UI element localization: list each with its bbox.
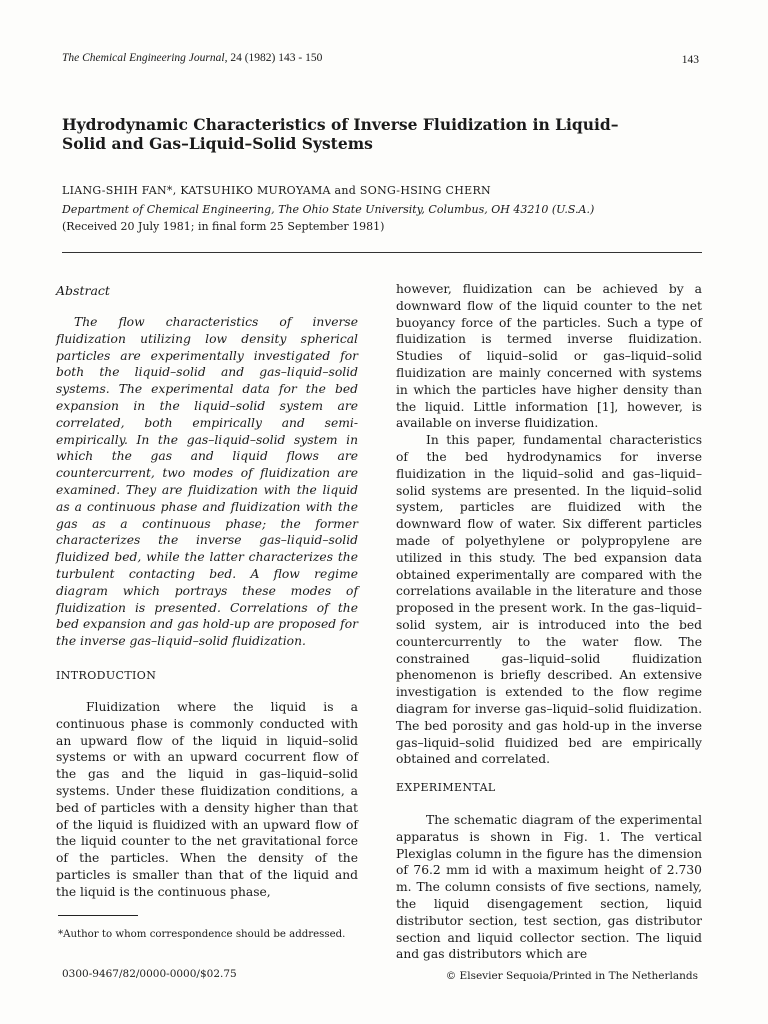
experimental-body [396, 812, 702, 963]
introduction-heading: INTRODUCTION [56, 669, 157, 682]
right-column-body [396, 281, 702, 768]
right-paragraph-1: however, fluidization can be achieved by a downward flow of the liquid counter to the net buoyancy force of the particles. Such a type of fluidization is termed inverse fluidization. Studies of liquid–solid or gas–liquid–solid fluidization are mainly concerned with systems in which the particles have higher density than the liquid. Little information [1], however, is available on inverse fluidization. [396, 282, 702, 431]
article-title: Hydrodynamic Characteristics of Inverse Fluidization in Liquid–Solid and Gas–Liquid–Solid Systems [62, 115, 619, 153]
journal-volume: 24 (1982) 143 - 150 [230, 52, 323, 64]
abstract-text: The flow characteristics of inverse fluidization utilizing low density spherical particles are experimentally investigated for both the liquid–solid and gas–liquid–solid systems. The experimental data for the bed expansion in the liquid–solid system are correlated, both empirically and semi-empirically. In the gas–liquid–solid system in which the gas and liquid flows are countercurrent, two modes of fluidization are examined. They are fluidization with the liquid as a continuous phase and fluidization with the gas as a continuous phase; the former characterizes the inverse gas–liquid–solid fluidized bed, while the latter characterizes the turbulent contacting bed. A flow regime diagram which portrays these modes of fluidization is presented. Correlations of the bed expansion and gas hold-up are proposed for the inverse gas–liquid–solid fluidization. [56, 315, 358, 649]
abstract-heading: Abstract [56, 283, 110, 298]
header-divider [62, 252, 702, 253]
issn-price: 0300-9467/82/0000-0000/$02.75 [62, 968, 237, 980]
experimental-heading: EXPERIMENTAL [396, 781, 496, 794]
page-number: 143 [681, 54, 699, 66]
affiliation: Department of Chemical Engineering, The Ohio State University, Columbus, OH 43210 (U.S.A.) [62, 203, 595, 216]
received-dates: (Received 20 July 1981; in final form 25 September 1981) [62, 220, 385, 233]
introduction-text: Fluidization where the liquid is a continuous phase is commonly conducted with an upward flow of the liquid in liquid–solid systems or with an upward cocurrent flow of the gas and the liquid in gas–liquid–solid systems. Under these fluidization conditions, a bed of particles with a density higher than that of the liquid is fluidized with an upward flow of the liquid counter to the net gravitational force of the particles. When the density of the particles is smaller than that of the liquid and the liquid is the continuous phase, [56, 700, 358, 899]
experimental-text: The schematic diagram of the experimental apparatus is shown in Fig. 1. The vertical Plexiglas column in the figure has the dimension of 76.2 mm id with a maximum height of 2.730 m. The column consists of five sections, namely, the liquid disengagement section, liquid distributor section, test section, gas distributor section and liquid collector section. The liquid and gas distributors which are [396, 813, 702, 962]
journal-name: The Chemical Engineering Journal, [62, 52, 228, 64]
journal-citation [62, 52, 322, 64]
introduction-body [56, 699, 358, 901]
footnote: *Author to whom correspondence should be addressed. [58, 929, 346, 940]
publisher-line: © Elsevier Sequoia/Printed in The Netherlands [445, 970, 698, 982]
abstract-body [56, 314, 358, 650]
author-list: LIANG-SHIH FAN*, KATSUHIKO MUROYAMA and SONG-HSING CHERN [62, 184, 491, 197]
footnote-divider [58, 915, 138, 916]
right-paragraph-2: In this paper, fundamental characteristics of the bed hydrodynamics for inverse fluidization in the liquid–solid and gas–liquid–solid systems are presented. In the liquid–solid system, particles are fluidized with the downward flow of water. Six different particles made of polyethylene or polypropylene are utilized in this study. The bed expansion data obtained experimentally are compared with the correlations available in the literature and those proposed in the present work. In the gas–liquid–solid system, air is introduced into the bed countercurrently to the water flow. The constrained gas–liquid–solid fluidization phenomenon is briefly described. An extensive investigation is extended to the flow regime diagram for inverse gas–liquid–solid fluidization. The bed porosity and gas hold-up in the inverse gas–liquid–solid fluidized bed are empirically obtained and correlated. [396, 433, 702, 767]
